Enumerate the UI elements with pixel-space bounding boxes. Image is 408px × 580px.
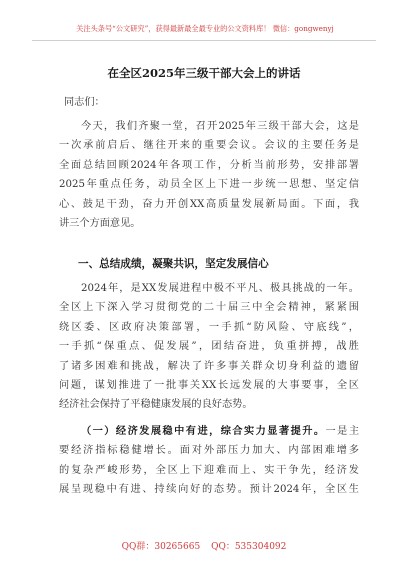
subsection-lead: 一是主 [325,426,360,437]
paragraph-line: 2024年，是XX发展进程中极不平凡、极具挑战的一年。 [81,283,359,294]
header-ad-text: 关注头条号“公文研究”，获得最新最全最专业的公文资料库！ 微信：gongwenyj [76,24,334,33]
paragraph-line: 今天，我们齐聚一堂，召开2025年三级干部大会，这是 [81,121,359,132]
document-title: 在全区2025年三级干部大会上的讲话 [107,66,301,80]
section-heading: 一、总结成绩，凝聚共识，坚定发展信心 [78,258,269,270]
paragraph-line: 全面总结回顾2024年各项工作，分析当前形势，安排部署 [59,159,359,171]
subsection-heading: （一）经济发展稳中有进，综合实力显著提升。 [81,425,326,437]
paragraph-line: 讲三个方面意见。 [59,218,141,230]
footer-contact [0,539,408,552]
paragraph-line: 的复杂严峻形势，全区上下迎难而上、实干争先，经济发 [59,464,359,476]
paragraph-line: 展呈现稳中有进、持续向好的态势。预计2024年，全区生 [59,484,359,496]
paragraph-line: 要经济指标稳健增长。面对外部压力加大、内部困难增多 [59,445,359,457]
paragraph-line: 心、鼓足干劲，奋力开创XX高质量发展新局面。下面，我 [59,198,359,210]
paragraph-line: 全区上下深入学习贯彻党的二十届三中全会精神，紧紧围 [59,302,359,314]
paragraph-line: 绕区委、区政府决策部署，一手抓“防风险、守底线”， [59,321,359,333]
section1-paragraph [59,279,359,415]
paragraph-line: 了诸多困难和挑战，解决了许多事关群众切身利益的遗留 [59,360,359,372]
intro-paragraph [59,117,359,233]
footer-qq-group: QQ群：30265665 [121,542,201,552]
paragraph-line: 2025年重点任务，动员全区上下进一步统一思想、坚定信 [59,179,359,191]
paragraph-line: 一次承前启后、继往开来的重要会议。会议的主要任务是 [59,140,359,152]
subsection1-paragraph [59,422,359,500]
footer-qq: QQ：535304092 [211,542,287,552]
header-divider [32,40,376,41]
salutation: 同志们： [64,97,105,108]
paragraph-line: 一手抓“保重点、促发展”，团结奋进，负重拼搏，战胜 [59,341,359,353]
paragraph-line [59,422,359,441]
paragraph-line: 经济社会保持了平稳健康发展的良好态势。 [59,399,253,411]
paragraph-line: 问题，谋划推进了一批事关XX长远发展的大事要事，全区 [59,380,359,392]
